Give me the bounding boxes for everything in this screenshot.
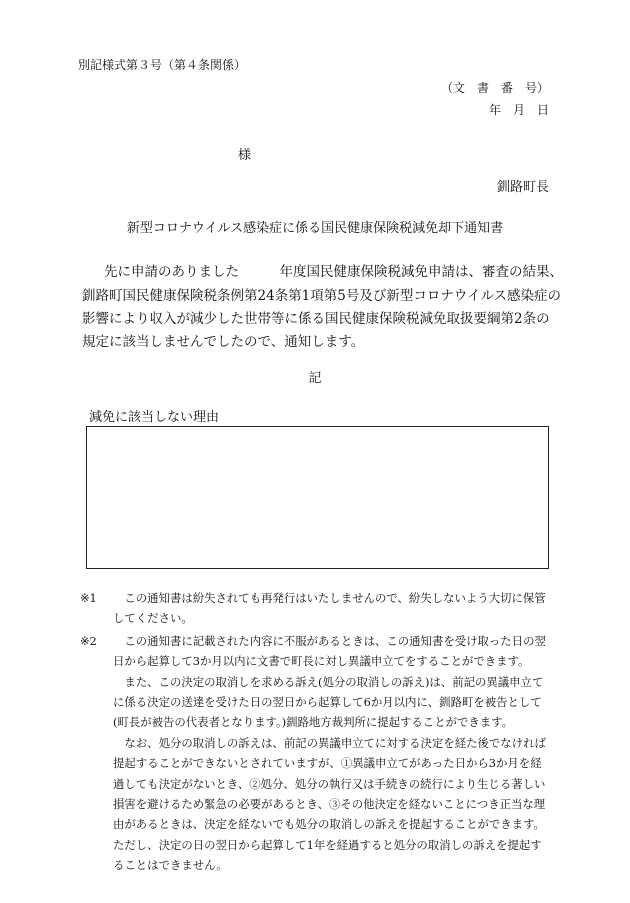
note-line: に係る決定の送達を受けた日の翌日から起算して6か月以内に、釧路町を被告として xyxy=(113,695,542,710)
note-body xyxy=(113,588,554,629)
note-paragraph xyxy=(113,631,554,672)
body-line: 影響により収入が減少した世帯等に係る国民健康保険税減免取扱要綱第2条の xyxy=(82,311,550,327)
form-label: 別記様式第３号（第４条関係） xyxy=(78,58,247,72)
note-line: なお、処分の取消しの訴えは、前記の異議申立てに対する決定を経た後でなければ xyxy=(124,735,546,750)
note-line: この通知書は紛失されても再発行はいたしませんので、紛失しないよう大切に保管 xyxy=(124,591,546,605)
note-line: ることはできません。 xyxy=(113,858,228,873)
note-line: 損害を避けるため緊急の必要があるとき、③その他決定を経ないことにつき正当な理 xyxy=(113,797,546,812)
note-line: ただし、決定の日の翌日から起算して1年を経過すると処分の取消しの訴えを提起す xyxy=(113,837,542,852)
note-line: 日から起算して3か月以内に文書で町長に対し異議申立てをすることができます。 xyxy=(113,654,530,669)
note-body xyxy=(113,631,554,876)
note-mark: ※2 xyxy=(80,633,97,648)
document-number: （文 書 番 号） xyxy=(440,81,549,95)
issue-date: 年 月 日 xyxy=(488,103,549,117)
ki-heading: 記 xyxy=(308,371,322,386)
body-line: 釧路町国民健康保険税条例第24条第1項第5号及び新型コロナウイルス感染症の xyxy=(82,288,562,304)
reason-label: 減免に該当しない理由 xyxy=(89,410,220,425)
body-line: 規定に該当しませんでしたので、通知します。 xyxy=(82,334,365,350)
note-paragraph xyxy=(113,672,554,733)
addressee-honorific: 様 xyxy=(238,148,252,163)
note-2 xyxy=(80,631,554,876)
note-paragraph xyxy=(113,588,554,629)
body-line: 先に申請のありました 年度国民健康保険税減免申請は、審査の結果、 xyxy=(104,264,563,280)
document-title: 新型コロナウイルス感染症に係る国民健康保険税減免却下通知書 xyxy=(126,221,504,236)
notes-section xyxy=(80,588,554,876)
note-1 xyxy=(80,588,554,629)
note-line: 提起することができないとされていますが、①異議申立てがあった日から3か月を経 xyxy=(113,756,542,771)
note-line: この通知書に記載された内容に不服があるときは、この通知書を受け取った日の翌 xyxy=(124,633,546,648)
note-paragraph xyxy=(113,733,554,876)
note-line: 由があるときは、決定を経ないでも処分の取消しの訴えを提起することができます。 xyxy=(113,817,545,832)
note-line: 過しても決定がないとき、②処分、処分の執行又は手続きの続行により生じる著しい xyxy=(113,776,546,791)
note-line: (町長が被告の代表者となります。)釧路地方裁判所に提起することができます。 xyxy=(113,715,514,730)
note-line: してください。 xyxy=(113,611,193,626)
note-mark: ※1 xyxy=(80,591,97,605)
sender-name: 釧路町長 xyxy=(496,180,549,195)
reason-field[interactable] xyxy=(86,426,549,569)
note-line: また、この決定の取消しを求める訴え(処分の取消しの訴え)は、前記の異議申立て xyxy=(124,674,544,689)
